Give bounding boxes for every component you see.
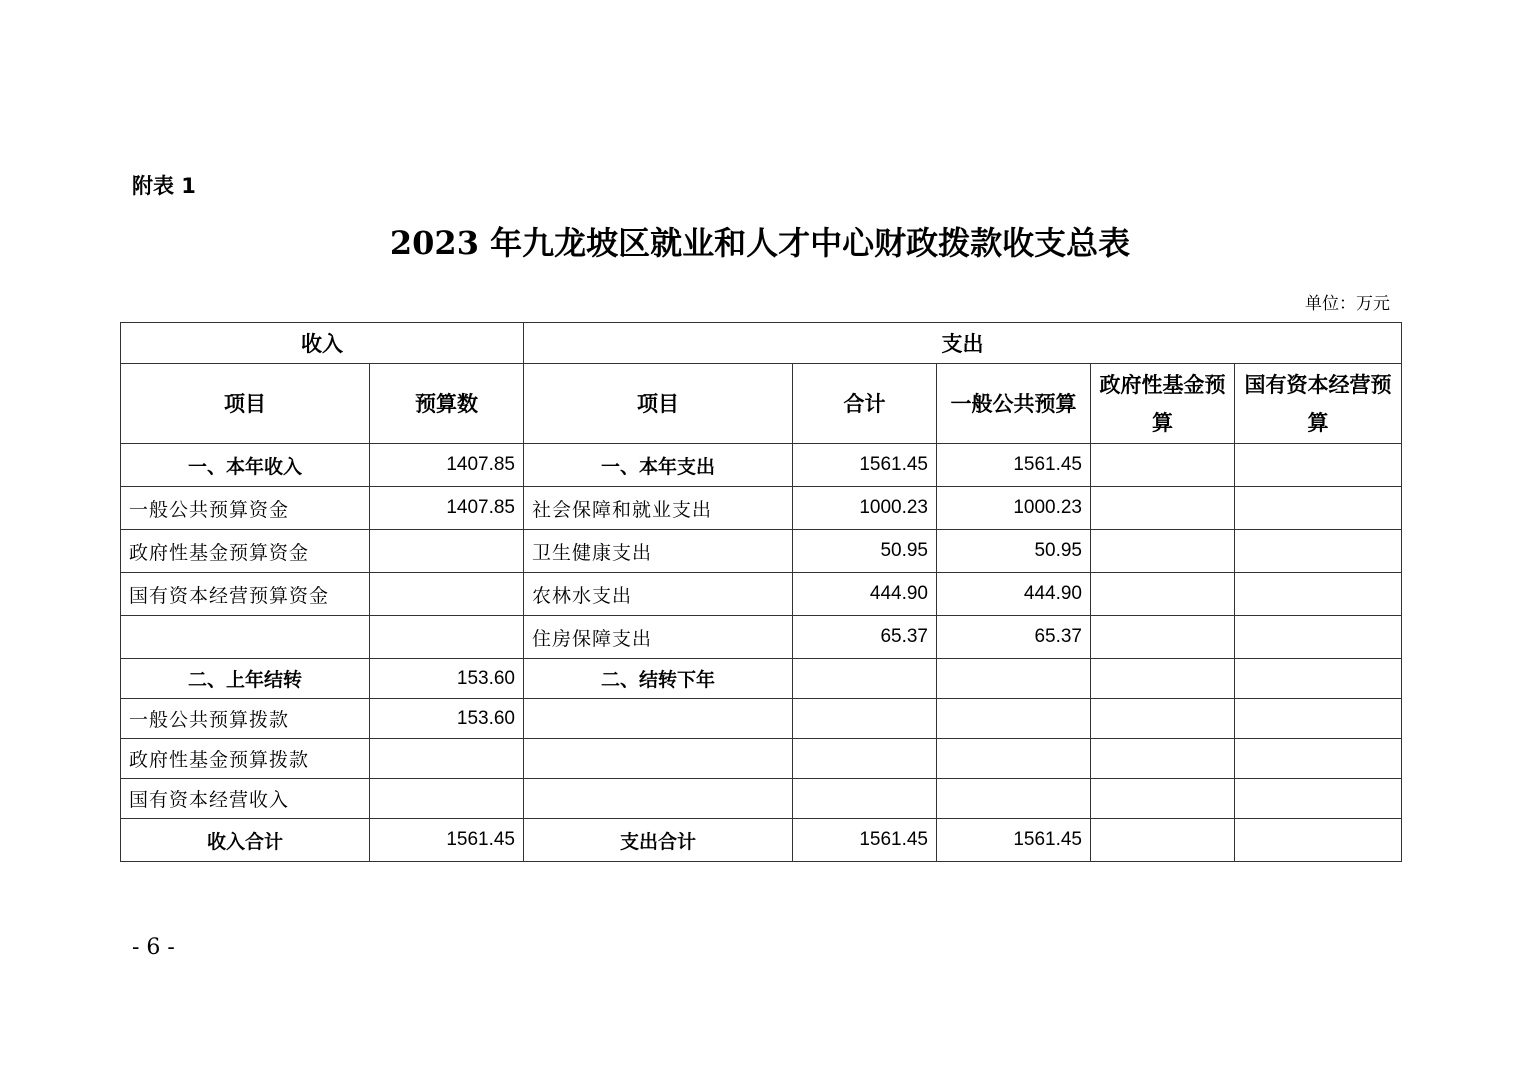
col-header-budget: 预算数 bbox=[370, 364, 524, 444]
table-row bbox=[121, 659, 1402, 699]
income-item-cell: 一、本年收入 bbox=[121, 444, 370, 487]
gov-fund-cell bbox=[1091, 573, 1235, 616]
table-row bbox=[121, 530, 1402, 573]
col-header-gov-fund: 政府性基金预算 bbox=[1091, 364, 1235, 444]
income-amount-cell: 153.60 bbox=[370, 659, 524, 699]
gov-fund-cell bbox=[1091, 487, 1235, 530]
expense-item-cell: 农林水支出 bbox=[524, 573, 793, 616]
general-budget-cell bbox=[937, 699, 1091, 739]
expense-item-cell: 住房保障支出 bbox=[524, 616, 793, 659]
table-row bbox=[121, 819, 1402, 862]
gov-fund-cell bbox=[1091, 779, 1235, 819]
expense-item-cell: 二、结转下年 bbox=[524, 659, 793, 699]
general-budget-cell: 444.90 bbox=[937, 573, 1091, 616]
expense-header: 支出 bbox=[524, 323, 1402, 364]
expense-item-cell: 卫生健康支出 bbox=[524, 530, 793, 573]
general-budget-cell: 50.95 bbox=[937, 530, 1091, 573]
income-amount-cell bbox=[370, 573, 524, 616]
income-item-cell bbox=[121, 616, 370, 659]
table-body bbox=[121, 444, 1402, 862]
state-capital-cell bbox=[1235, 616, 1402, 659]
income-amount-cell bbox=[370, 739, 524, 779]
gov-fund-cell bbox=[1091, 739, 1235, 779]
expense-total-cell: 1561.45 bbox=[793, 819, 937, 862]
gov-fund-cell bbox=[1091, 530, 1235, 573]
expense-total-cell: 50.95 bbox=[793, 530, 937, 573]
col-header-total: 合计 bbox=[793, 364, 937, 444]
expense-item-cell: 一、本年支出 bbox=[524, 444, 793, 487]
income-item-cell: 政府性基金预算拨款 bbox=[121, 739, 370, 779]
state-capital-cell bbox=[1235, 779, 1402, 819]
income-item-cell: 一般公共预算拨款 bbox=[121, 699, 370, 739]
expense-total-cell bbox=[793, 699, 937, 739]
state-capital-cell bbox=[1235, 444, 1402, 487]
table-row bbox=[121, 487, 1402, 530]
income-header: 收入 bbox=[121, 323, 524, 364]
state-capital-cell bbox=[1235, 699, 1402, 739]
attachment-label: 附表 1 bbox=[132, 174, 196, 198]
general-budget-cell bbox=[937, 659, 1091, 699]
header-row-groups bbox=[121, 323, 1402, 364]
state-capital-cell bbox=[1235, 573, 1402, 616]
state-capital-cell bbox=[1235, 819, 1402, 862]
expense-total-cell bbox=[793, 659, 937, 699]
income-amount-cell bbox=[370, 779, 524, 819]
table-row bbox=[121, 444, 1402, 487]
expense-item-cell bbox=[524, 779, 793, 819]
income-item-cell: 收入合计 bbox=[121, 819, 370, 862]
income-item-cell: 一般公共预算资金 bbox=[121, 487, 370, 530]
col-header-expense-item: 项目 bbox=[524, 364, 793, 444]
table-row bbox=[121, 573, 1402, 616]
table-row bbox=[121, 616, 1402, 659]
general-budget-cell bbox=[937, 779, 1091, 819]
budget-table bbox=[120, 322, 1402, 862]
header-row-columns bbox=[121, 364, 1402, 444]
expense-total-cell: 444.90 bbox=[793, 573, 937, 616]
income-amount-cell: 1407.85 bbox=[370, 487, 524, 530]
state-capital-cell bbox=[1235, 487, 1402, 530]
expense-total-cell: 1561.45 bbox=[793, 444, 937, 487]
general-budget-cell: 1561.45 bbox=[937, 444, 1091, 487]
col-header-income-item: 项目 bbox=[121, 364, 370, 444]
gov-fund-cell bbox=[1091, 616, 1235, 659]
state-capital-cell bbox=[1235, 530, 1402, 573]
expense-total-cell: 65.37 bbox=[793, 616, 937, 659]
table-row bbox=[121, 699, 1402, 739]
expense-item-cell bbox=[524, 699, 793, 739]
general-budget-cell: 1561.45 bbox=[937, 819, 1091, 862]
page-number: - 6 - bbox=[132, 935, 175, 960]
gov-fund-cell bbox=[1091, 659, 1235, 699]
income-item-cell: 国有资本经营预算资金 bbox=[121, 573, 370, 616]
expense-item-cell bbox=[524, 739, 793, 779]
expense-item-cell: 社会保障和就业支出 bbox=[524, 487, 793, 530]
income-item-cell: 政府性基金预算资金 bbox=[121, 530, 370, 573]
general-budget-cell bbox=[937, 739, 1091, 779]
gov-fund-cell bbox=[1091, 444, 1235, 487]
col-header-state-capital: 国有资本经营预算 bbox=[1235, 364, 1402, 444]
income-amount-cell bbox=[370, 616, 524, 659]
general-budget-cell: 65.37 bbox=[937, 616, 1091, 659]
expense-total-cell: 1000.23 bbox=[793, 487, 937, 530]
income-amount-cell: 1407.85 bbox=[370, 444, 524, 487]
expense-total-cell bbox=[793, 739, 937, 779]
table-row bbox=[121, 739, 1402, 779]
general-budget-cell: 1000.23 bbox=[937, 487, 1091, 530]
income-amount-cell: 1561.45 bbox=[370, 819, 524, 862]
state-capital-cell bbox=[1235, 659, 1402, 699]
income-item-cell: 二、上年结转 bbox=[121, 659, 370, 699]
expense-total-cell bbox=[793, 779, 937, 819]
table-row bbox=[121, 779, 1402, 819]
page-title: 2023 年九龙坡区就业和人才中心财政拨款收支总表 bbox=[389, 224, 1131, 262]
income-amount-cell: 153.60 bbox=[370, 699, 524, 739]
col-header-general-budget: 一般公共预算 bbox=[937, 364, 1091, 444]
gov-fund-cell bbox=[1091, 699, 1235, 739]
state-capital-cell bbox=[1235, 739, 1402, 779]
gov-fund-cell bbox=[1091, 819, 1235, 862]
unit-label: 单位：万元 bbox=[1305, 294, 1390, 314]
expense-item-cell: 支出合计 bbox=[524, 819, 793, 862]
income-item-cell: 国有资本经营收入 bbox=[121, 779, 370, 819]
income-amount-cell bbox=[370, 530, 524, 573]
